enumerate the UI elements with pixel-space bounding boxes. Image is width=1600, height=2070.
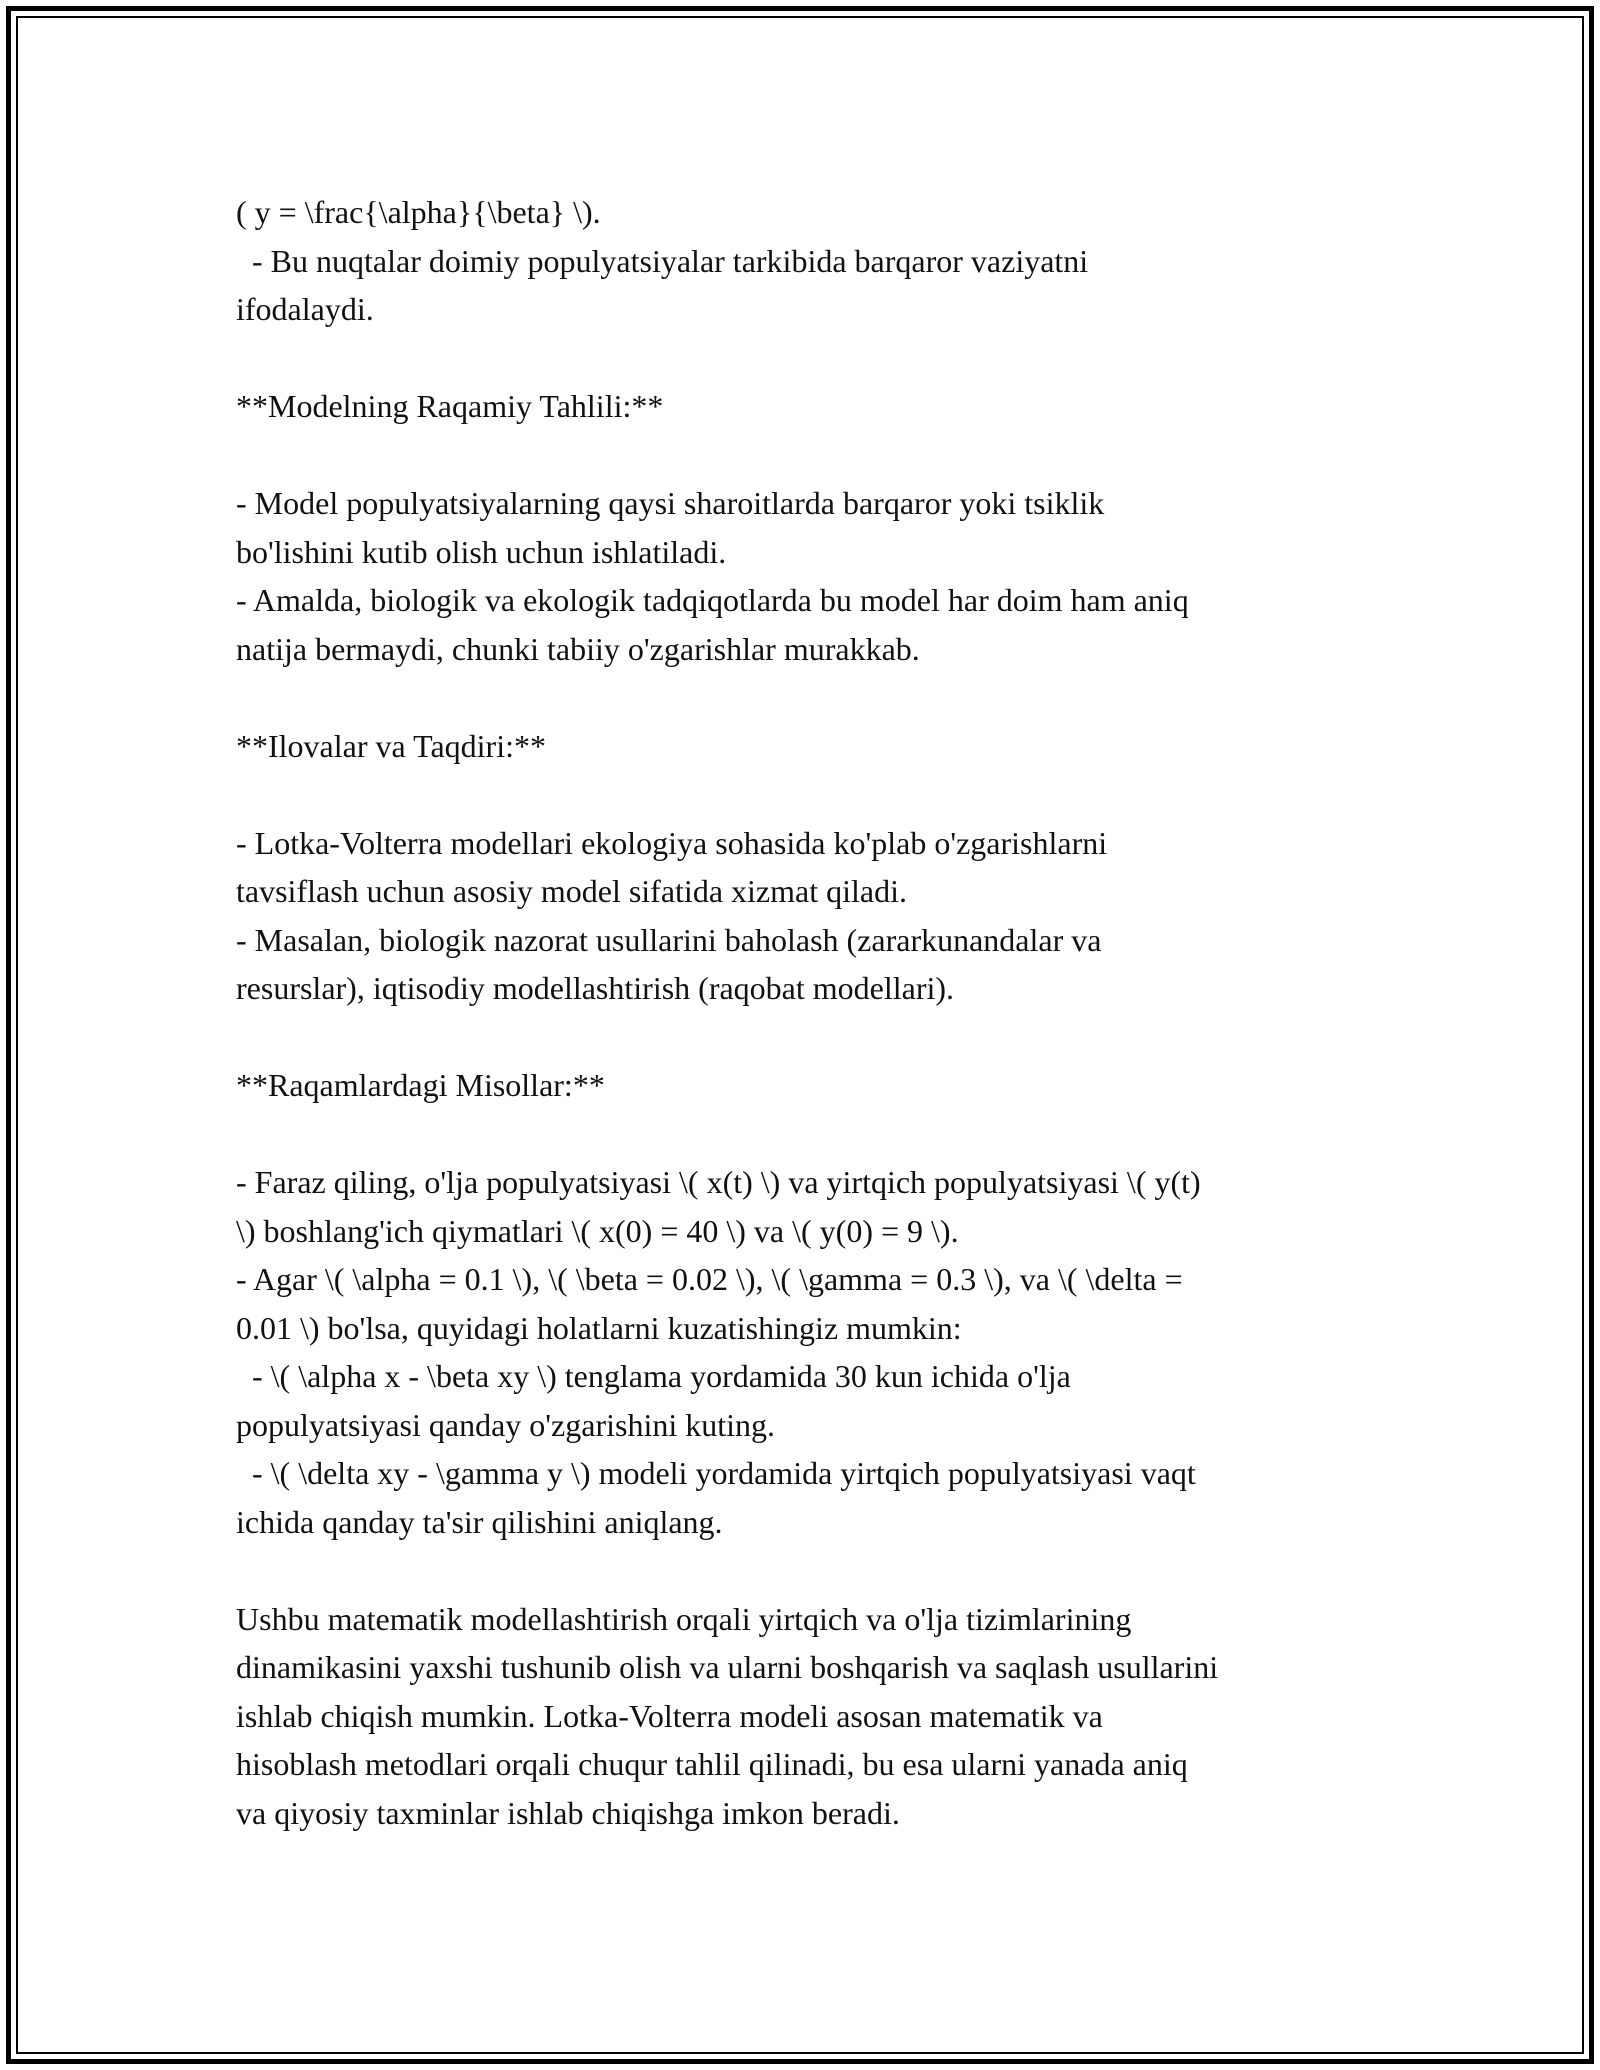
text-line: populyatsiyasi qanday o'zgarishini kuting.	[236, 1406, 776, 1443]
paragraph-gap	[236, 1110, 1376, 1159]
text-line: - Masalan, biologik nazorat usullarini baholash (zararkunandalar va	[236, 921, 1102, 958]
text-line: - Agar \( \alpha = 0.1 \), \( \beta = 0.02 \), \( \gamma = 0.3 \), va \( \delta =	[236, 1261, 1183, 1297]
text-line: tavsiflash uchun asosiy model sifatida xizmat qiladi.	[236, 873, 907, 909]
text-line: natija bermaydi, chunki tabiiy o'zgarishlar murakkab.	[236, 630, 920, 667]
section-heading: **Ilovalar va Taqdiri:**	[236, 727, 546, 764]
paragraph-gap	[236, 1013, 1376, 1062]
text-line: ichida qanday ta'sir qilishini aniqlang.	[236, 1503, 723, 1540]
heading-applications	[236, 722, 1376, 771]
text-line: \) boshlang'ich qiymatlari \( x(0) = 40 \) va \( y(0) = 9 \).	[236, 1212, 959, 1249]
text-line: - Model populyatsiyalarning qaysi sharoitlarda barqaror yoki tsiklik	[236, 485, 1105, 521]
text-line: ishlab chiqish mumkin. Lotka-Volterra modeli asosan matematik va	[236, 1697, 1103, 1734]
text-line: ifodalaydi.	[236, 291, 374, 327]
text-line: - Faraz qiling, o'lja populyatsiyasi \( x(t) \) va yirtqich populyatsiyasi \( y(t)	[236, 1164, 1201, 1200]
text-line: bo'lishini kutib olish uchun ishlatiladi.	[236, 533, 727, 570]
heading-examples	[236, 1061, 1376, 1110]
paragraph-applications	[236, 819, 1376, 1013]
paragraph-gap	[236, 431, 1376, 480]
text-line: va qiyosiy taxminlar ishlab chiqishga imkon beradi.	[236, 1794, 900, 1831]
text-line: - Lotka-Volterra modellari ekologiya sohasida ko'plab o'zgarishlarni	[236, 824, 1108, 861]
text-line: ( y = \frac{\alpha}{\beta} \).	[236, 194, 601, 230]
text-line: Ushbu matematik modellashtirish orqali yirtqich va o'lja tizimlarining	[236, 1600, 1132, 1637]
text-line: - \( \alpha x - \beta xy \) tenglama yordamida 30 kun ichida o'lja	[236, 1358, 1071, 1394]
text-line: 0.01 \) bo'lsa, quyidagi holatlarni kuzatishingiz mumkin:	[236, 1309, 962, 1346]
paragraph-gap	[236, 770, 1376, 819]
document-body	[236, 188, 1376, 1837]
section-heading: **Modelning Raqamiy Tahlili:**	[236, 388, 664, 424]
paragraph-gap	[236, 673, 1376, 722]
paragraph-examples	[236, 1158, 1376, 1546]
paragraph-gap	[236, 1546, 1376, 1595]
paragraph-numerical-analysis	[236, 479, 1376, 673]
text-line: resurslar), iqtisodiy modellashtirish (raqobat modellari).	[236, 970, 955, 1006]
text-line: dinamikasini yaxshi tushunib olish va ularni boshqarish va saqlash usullarini	[236, 1649, 1219, 1685]
text-line: - \( \delta xy - \gamma y \) modeli yordamida yirtqich populyatsiyasi vaqt	[236, 1455, 1196, 1491]
paragraph-equilibrium	[236, 188, 1376, 334]
section-heading: **Raqamlardagi Misollar:**	[236, 1067, 605, 1103]
text-line: hisoblash metodlari orqali chuqur tahlil qilinadi, bu esa ularni yanada aniq	[236, 1746, 1188, 1782]
heading-numerical-analysis	[236, 382, 1376, 431]
text-line: - Amalda, biologik va ekologik tadqiqotlarda bu model har doim ham aniq	[236, 582, 1189, 618]
paragraph-conclusion	[236, 1595, 1376, 1838]
text-line: - Bu nuqtalar doimiy populyatsiyalar tarkibida barqaror vaziyatni	[236, 242, 1089, 279]
paragraph-gap	[236, 334, 1376, 383]
